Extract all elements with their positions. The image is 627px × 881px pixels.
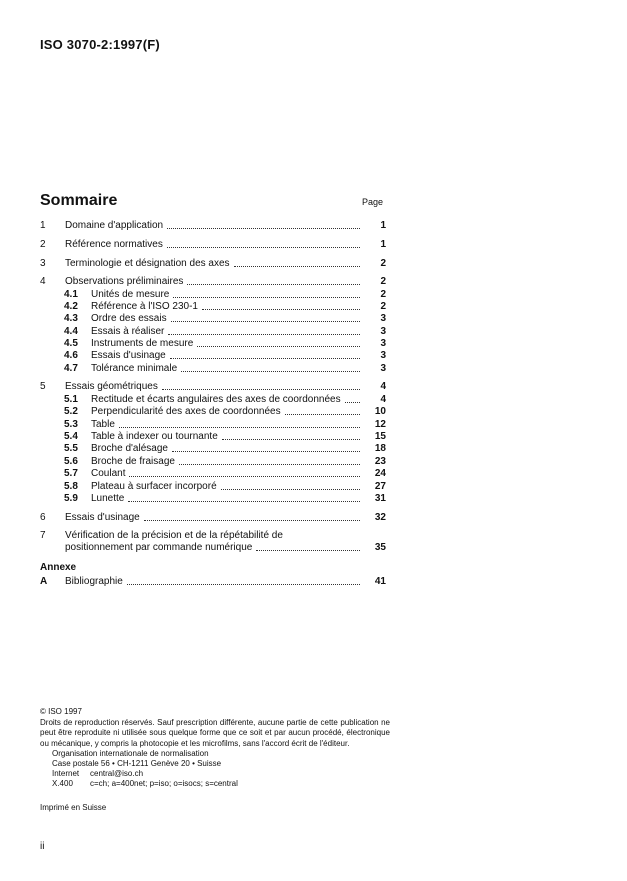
toc-subentry-5-6[interactable]: [40, 455, 386, 467]
toc-entry-page: 2: [380, 276, 386, 288]
toc-entry-1[interactable]: [40, 220, 386, 232]
dot-leader: [128, 501, 360, 502]
toc-subentry-label: Broche d'alésage: [91, 443, 168, 455]
toc-subentry-label: Essais à réaliser: [91, 325, 165, 337]
toc-entry-label: Domaine d'application: [65, 220, 164, 232]
organization-address: [52, 749, 390, 790]
toc-entry-number: 5: [40, 381, 46, 393]
toc-entry-page: 1: [380, 220, 386, 232]
organization-name: Organisation internationale de normalisation: [52, 748, 209, 758]
toc-subentry-number: 5.5: [64, 443, 78, 455]
toc-subentry-page: 18: [374, 443, 386, 455]
dot-leader: [187, 284, 360, 285]
toc-entry-number: 6: [40, 511, 46, 523]
x400-contact: [52, 779, 390, 789]
dot-leader: [170, 358, 360, 359]
toc-entry-label: Référence normatives: [65, 238, 163, 250]
dot-leader: [129, 476, 360, 477]
toc-entry-page: 1: [380, 238, 386, 250]
toc-subentry-4-4[interactable]: [40, 325, 386, 337]
toc-subentry-5-9[interactable]: [40, 493, 386, 505]
dot-leader: [172, 451, 360, 452]
toc-subentry-number: 4.5: [64, 338, 78, 350]
toc-entry-3[interactable]: [40, 257, 386, 269]
toc-subentry-number: 5.4: [64, 431, 78, 442]
toc-subentry-page: 3: [380, 350, 386, 362]
toc-entry-line2: [40, 542, 386, 554]
toc-subentry-5-4[interactable]: [40, 431, 386, 443]
page-column-label: Page: [362, 197, 384, 207]
toc-entry-number: 1: [40, 220, 46, 232]
toc-entry-6[interactable]: [40, 511, 386, 523]
toc-entry-number: 4: [40, 276, 46, 288]
rights-paragraph: Droits de reproduction réservés. Sauf prescription différente, aucune partie de cette publication ne peut être reproduite ni utilisée sous quelque forme que ce soit et par aucun procédé, électronique ou mécanique, y compris la photocopie et les microfilms, sans l'accord écrit de l'éditeur.: [40, 718, 390, 748]
toc-subentry-number: 4.1: [64, 288, 78, 300]
toc-subentry-label: Table: [91, 418, 115, 430]
toc-subentry-page: 12: [374, 418, 386, 430]
toc-subentry-page: 23: [374, 455, 386, 467]
internet-value[interactable]: central@iso.ch: [90, 769, 144, 779]
x400-value: c=ch; a=400net; p=iso; o=isocs; s=central: [90, 779, 238, 789]
toc-subentry-label: Perpendicularité des axes de coordonnées: [91, 406, 281, 418]
internet-label: Internet: [52, 769, 80, 779]
toc-subentry-number: 4.2: [64, 300, 78, 312]
toc-subentry-page: 2: [380, 300, 386, 312]
toc-subentry-page: 24: [374, 468, 386, 480]
toc-subentry-label: Essais d'usinage: [91, 350, 166, 362]
toc-subentry-5-5[interactable]: [40, 443, 386, 455]
dot-leader: [256, 550, 360, 551]
toc-subentry-label: Ordre des essais: [91, 313, 167, 325]
dot-leader: [197, 346, 360, 347]
toc-subentry-label: Coulant: [91, 468, 126, 480]
toc-subentry-5-3[interactable]: [40, 418, 386, 430]
printed-in: Imprimé en Suisse: [40, 803, 107, 812]
toc-subentry-page: 4: [380, 393, 386, 405]
toc-entry-4[interactable]: [40, 276, 386, 288]
toc-entry-label: Terminologie et désignation des axes: [65, 257, 230, 269]
toc-subentry-label: Référence à l'ISO 230-1: [91, 300, 198, 312]
toc-entry-number: A: [40, 576, 48, 587]
toc-subentry-page: 15: [374, 431, 386, 442]
dot-leader: [162, 389, 360, 390]
annex-title: Annexe: [40, 562, 77, 573]
toc-subentry-page: 3: [380, 338, 386, 350]
toc-subentry-label: Broche de fraisage: [91, 455, 175, 467]
toc-subentry-number: 4.6: [64, 350, 78, 362]
toc-entry-label: Bibliographie: [65, 576, 123, 587]
toc-entry-page: 4: [380, 381, 386, 393]
dot-leader: [144, 520, 360, 521]
toc-entry-label: Essais d'usinage: [65, 511, 140, 523]
toc-subentry-label: Instruments de mesure: [91, 338, 194, 350]
toc-entry-number: 2: [40, 238, 46, 250]
toc-subentry-5-2[interactable]: [40, 406, 386, 418]
toc-entry-annex-a[interactable]: [40, 576, 386, 588]
dot-leader: [345, 402, 360, 403]
dot-leader: [173, 297, 360, 298]
toc-subentry-page: 3: [380, 325, 386, 337]
dot-leader: [179, 464, 360, 465]
toc-subentry-4-1[interactable]: [40, 288, 386, 300]
toc-title: Sommaire: [40, 192, 118, 209]
dot-leader: [202, 309, 360, 310]
toc-subentry-page: 3: [380, 313, 386, 325]
toc-entry-page: 35: [374, 541, 386, 553]
toc-subentry-number: 5.6: [64, 455, 78, 467]
dot-leader: [119, 427, 360, 428]
toc-entry-page: 2: [380, 257, 386, 269]
x400-label: X.400: [52, 779, 73, 789]
dot-leader: [168, 334, 360, 335]
table-of-contents: [40, 220, 386, 554]
toc-entry-7[interactable]: [40, 530, 386, 554]
dot-leader: [222, 439, 360, 440]
toc-entry-number: 7: [40, 529, 46, 541]
toc-subentry-label: Lunette: [91, 492, 125, 504]
toc-subentry-4-7[interactable]: [40, 362, 386, 374]
toc-entry-label: Essais géométriques: [65, 381, 158, 393]
toc-entry-number: 3: [40, 257, 46, 269]
toc-entry-label: positionnement par commande numérique: [65, 541, 253, 553]
toc-subentry-number: 5.8: [64, 480, 78, 492]
postal-address: Case postale 56 • CH-1211 Genève 20 • Suisse: [52, 759, 222, 768]
toc-entry-page: 32: [374, 511, 386, 523]
dot-leader: [181, 371, 360, 372]
toc-subentry-label: Plateau à surfacer incorporé: [91, 480, 217, 492]
toc-entry-label: Observations préliminaires: [65, 276, 184, 288]
toc-subentry-number: 4.3: [64, 313, 78, 325]
internet-contact: [52, 769, 390, 779]
dot-leader: [285, 414, 360, 415]
toc-subentry-page: 3: [380, 362, 386, 374]
copyright-line: © ISO 1997: [40, 707, 82, 716]
toc-subentry-4-6[interactable]: [40, 350, 386, 362]
toc-subentry-5-1[interactable]: [40, 393, 386, 405]
toc-entry-label-line1: Vérification de la précision et de la répétabilité de: [65, 529, 283, 541]
dot-leader: [234, 266, 360, 267]
toc-subentry-5-8[interactable]: [40, 480, 386, 492]
toc-subentry-page: 31: [374, 492, 386, 504]
toc-subentry-number: 5.9: [64, 492, 78, 504]
toc-subentry-page: 2: [380, 288, 386, 300]
dot-leader: [221, 489, 360, 490]
toc-subentry-number: 4.4: [64, 325, 78, 337]
toc-entry-5[interactable]: [40, 381, 386, 393]
toc-subentry-4-5[interactable]: [40, 338, 386, 350]
dot-leader: [171, 321, 360, 322]
toc-subentry-4-2[interactable]: [40, 301, 386, 313]
toc-subentry-label: Rectitude et écarts angulaires des axes de coordonnées: [91, 393, 341, 405]
page-number: ii: [40, 841, 45, 852]
dot-leader: [167, 247, 360, 248]
toc-subentry-page: 10: [374, 406, 386, 418]
toc-subentry-4-3[interactable]: [40, 313, 386, 325]
toc-subentry-number: 4.7: [64, 362, 78, 374]
toc-subentry-number: 5.1: [64, 393, 78, 405]
toc-entry-page: 41: [374, 576, 386, 587]
toc-subentry-number: 5.3: [64, 418, 78, 430]
toc-entry-2[interactable]: [40, 239, 386, 251]
toc-subentry-number: 5.7: [64, 468, 78, 480]
toc-subentry-label: Table à indexer ou tournante: [91, 431, 218, 442]
toc-subentry-label: Tolérance minimale: [91, 362, 178, 374]
toc-subentry-label: Unités de mesure: [91, 288, 170, 300]
dot-leader: [167, 228, 360, 229]
toc-subentry-page: 27: [374, 480, 386, 492]
toc-subentry-number: 5.2: [64, 406, 78, 418]
document-id: ISO 3070-2:1997(F): [40, 37, 160, 52]
dot-leader: [127, 584, 360, 585]
toc-subentry-5-7[interactable]: [40, 468, 386, 480]
copyright-block: [40, 707, 390, 790]
